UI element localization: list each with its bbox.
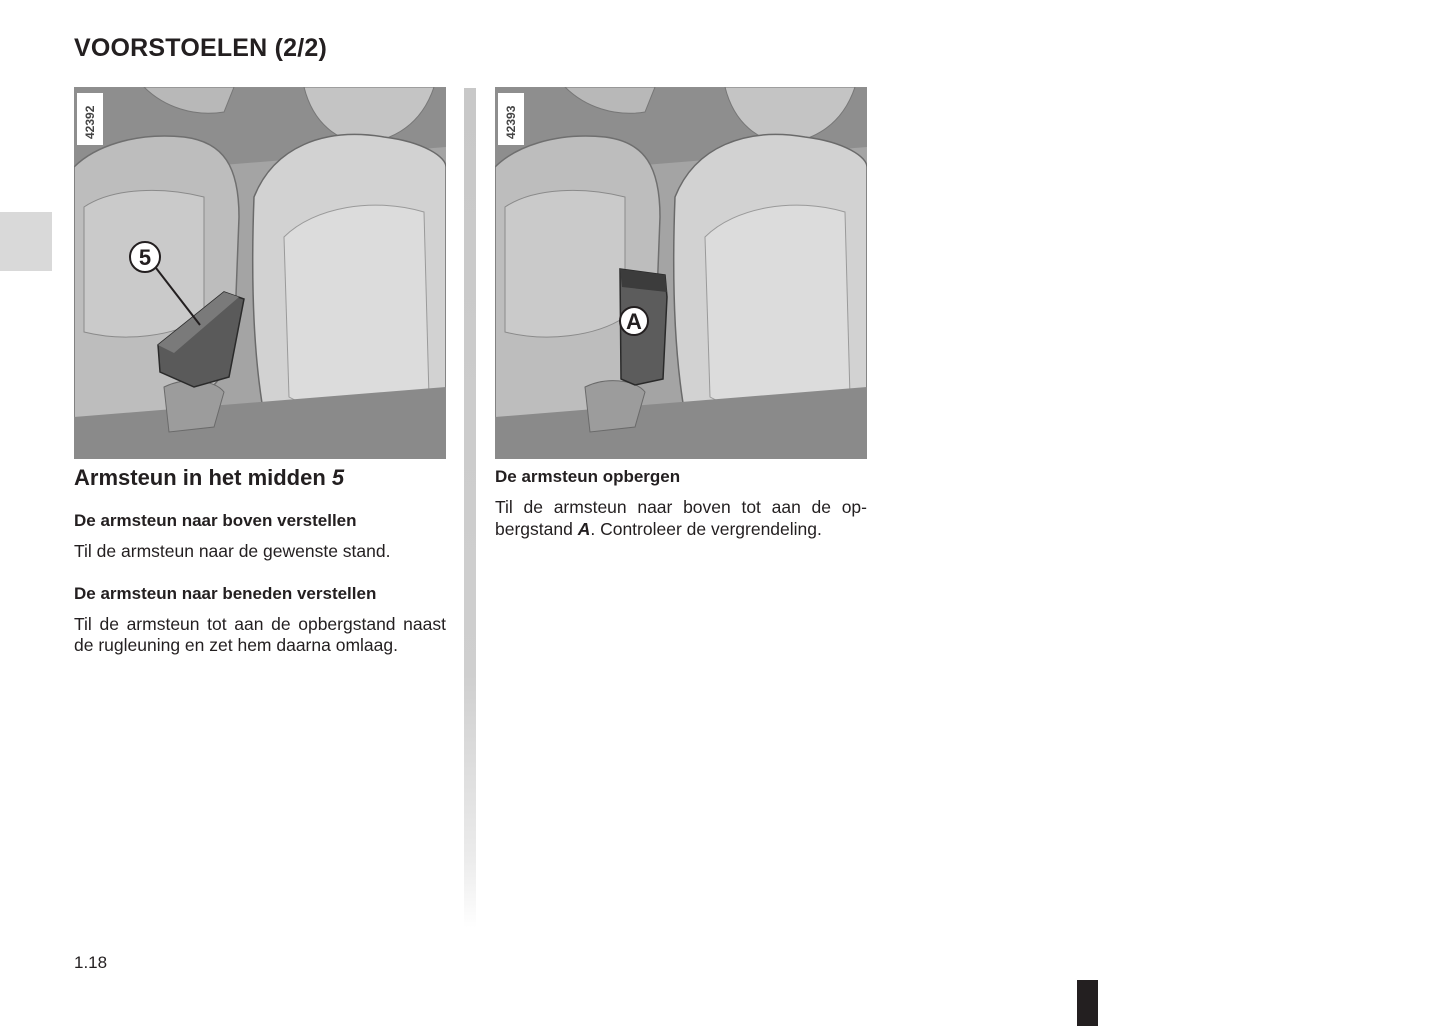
right-column [495, 462, 867, 540]
figure-armrest-lowered [74, 87, 446, 459]
figure-code: 42393 [504, 105, 518, 139]
figure-code: 42392 [83, 105, 97, 139]
left-column [74, 462, 446, 657]
figure-code-box [77, 93, 103, 145]
paragraph-store [495, 497, 867, 540]
seat-illustration [495, 87, 867, 459]
figure-armrest-stored [495, 87, 867, 459]
section-heading-ref: 5 [331, 465, 345, 490]
thumb-index-mark [1077, 980, 1098, 1026]
page-number: 1.18 [74, 953, 108, 972]
subheading-store: De armsteun opbergen [495, 467, 681, 486]
seat-illustration [74, 87, 446, 459]
paragraph-raise: Til de armsteun naar de gewenste stand. [74, 541, 391, 561]
chapter-tab [0, 212, 52, 271]
paragraph-lower: Til de armsteun tot aan de opbergstand naast de rugleuning en zet hem daarna omlaag. [74, 613, 446, 655]
paragraph-store-ref: A [577, 518, 591, 539]
paragraph-store-text-end: . Controleer de vergrendeling. [590, 518, 822, 539]
subheading-raise: De armsteun naar boven verstellen [74, 511, 357, 530]
page-title: VOORSTOELEN (2/2) [74, 34, 327, 62]
column-divider [464, 88, 476, 928]
figure-code-box [498, 93, 524, 145]
subheading-lower: De armsteun naar beneden verstellen [74, 583, 377, 603]
callout-5: 5 [138, 245, 152, 270]
section-heading-text: Armsteun in het midden [74, 465, 326, 490]
callout-a: A [626, 309, 642, 334]
paragraph-store-text: Til de armsteun naar boven tot aan de opbergstand [495, 497, 867, 539]
section-heading [74, 462, 446, 494]
